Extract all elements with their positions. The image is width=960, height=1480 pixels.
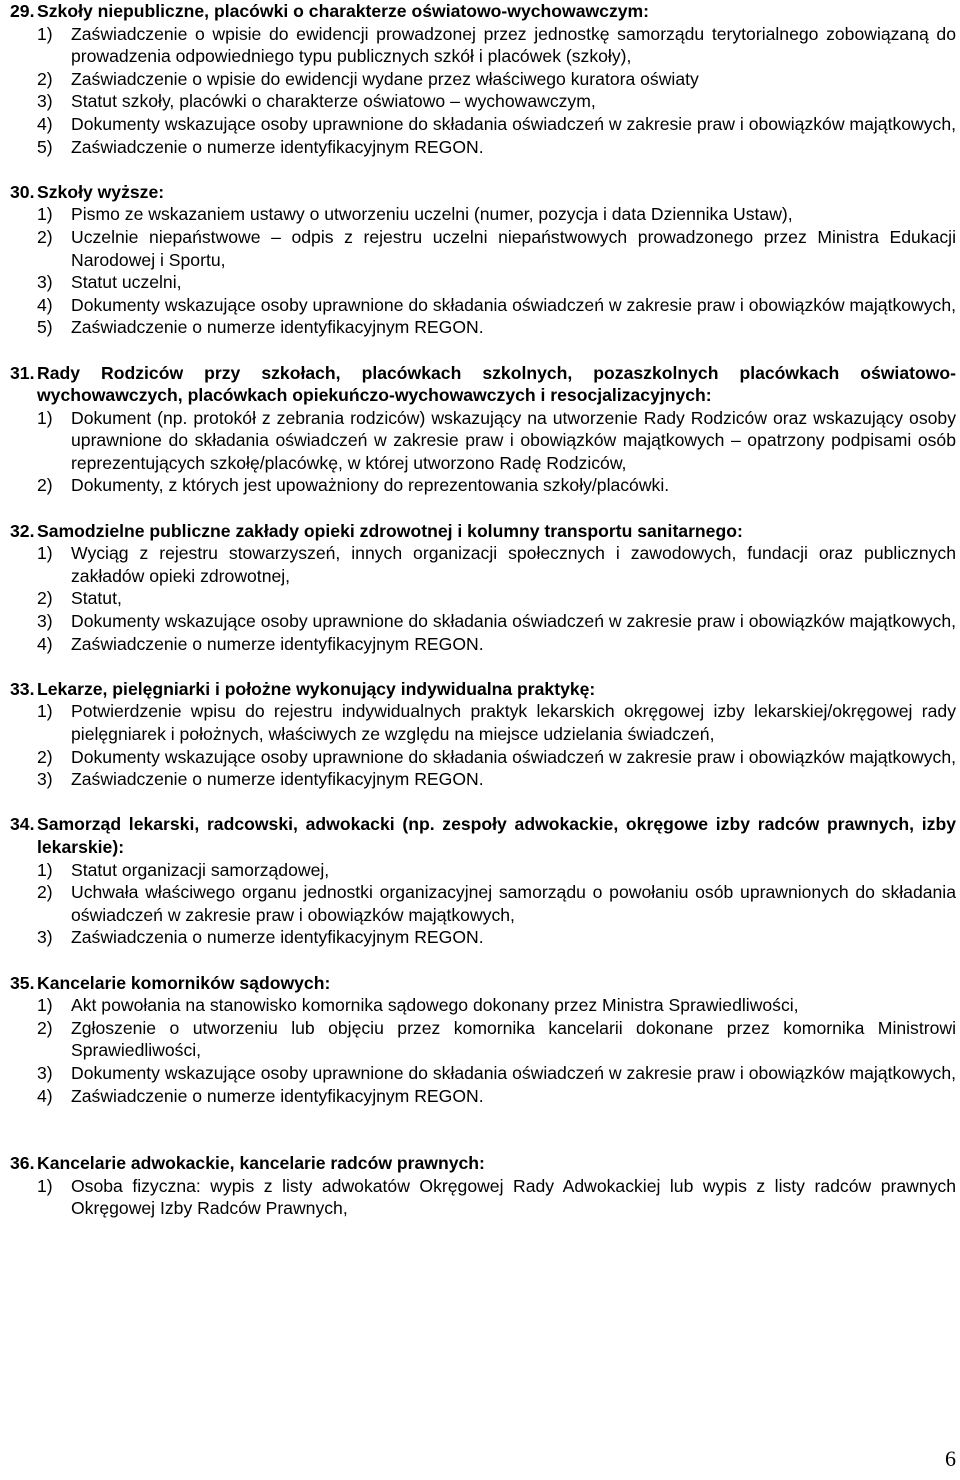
- item-text: Dokument (np. protokół z zebrania rodziców) wskazujący na utworzenie Rady Rodziców oraz wskazujący osoby uprawnione do składania oświadczeń w zakresie praw i obowiązków majątkowych – opatrzony podpisami osób reprezentujących szkołę/placówkę, w której utworzono Radę Rodziców,: [71, 407, 956, 473]
- list-item: [37, 226, 956, 271]
- section-number: 29.: [10, 1, 35, 21]
- list-item: [37, 994, 956, 1017]
- list-item: [37, 633, 956, 656]
- item-number: 3): [37, 769, 53, 790]
- item-text: Zgłoszenie o utworzeniu lub objęciu przez komornika kancelarii dokonane przez komornika Ministrowi Sprawiedliwości,: [71, 1017, 956, 1061]
- list-item: [37, 68, 956, 91]
- item-number: 3): [37, 927, 53, 948]
- section-heading: [10, 181, 956, 204]
- section-heading: [10, 362, 956, 407]
- document-page: [10, 0, 956, 1220]
- list-item: [37, 113, 956, 136]
- item-number: 1): [37, 407, 53, 428]
- section-32: [10, 520, 956, 656]
- list-item: [37, 90, 956, 113]
- list-item: [37, 294, 956, 317]
- section-30: [10, 181, 956, 339]
- section-title: Samorząd lekarski, radcowski, adwokacki (np. zespoły adwokackie, okręgowe izby radców prawnych, izby lekarskie):: [37, 814, 956, 857]
- item-text: Zaświadczenie o wpisie do ewidencji wydane przez właściwego kuratora oświaty: [71, 68, 699, 89]
- item-number: 2): [37, 68, 53, 89]
- item-text: Zaświadczenie o numerze identyfikacyjnym REGON.: [71, 1085, 484, 1106]
- item-text: Statut szkoły, placówki o charakterze oświatowo – wychowawczym,: [71, 91, 596, 112]
- section-heading: [10, 678, 956, 701]
- section-spacer: [10, 949, 956, 972]
- item-text: Statut,: [71, 588, 122, 609]
- list-item: [37, 881, 956, 926]
- item-text: Pismo ze wskazaniem ustawy o utworzeniu uczelni (numer, pozycja i data Dziennika Ustaw),: [71, 204, 793, 225]
- item-text: Wyciąg z rejestru stowarzyszeń, innych organizacji społecznych i zawodowych, fundacji oraz publicznych zakładów opieki zdrowotnej,: [71, 543, 956, 586]
- section-heading: [10, 0, 956, 23]
- section-spacer: [10, 1107, 956, 1152]
- list-item: [37, 859, 956, 882]
- list-item: [37, 474, 956, 497]
- section-title: Samodzielne publiczne zakłady opieki zdrowotnej i kolumny transportu sanitarnego:: [37, 520, 743, 541]
- item-number: 3): [37, 272, 53, 293]
- item-number: 2): [37, 746, 53, 767]
- section-title: Lekarze, pielęgniarki i położne wykonujący indywidualna praktykę:: [37, 678, 596, 699]
- item-number: 1): [37, 995, 53, 1016]
- section-31: [10, 362, 956, 498]
- item-text: Statut organizacji samorządowej,: [71, 859, 330, 880]
- section-29: [10, 0, 956, 158]
- section-number: 36.: [10, 1153, 35, 1174]
- section-36: [10, 1152, 956, 1220]
- item-number: 5): [37, 136, 53, 157]
- list-item: [37, 407, 956, 475]
- section-spacer: [10, 655, 956, 678]
- list-item: [37, 1175, 956, 1220]
- section-heading: [10, 520, 956, 543]
- item-text: Dokumenty wskazujące osoby uprawnione do składania oświadczeń w zakresie praw i obowiązków majątkowych,: [71, 113, 957, 134]
- item-text: Uczelnie niepaństwowe – odpis z rejestru uczelni niepaństwowych prowadzonego przez Ministra Edukacji Narodowej i Sportu,: [71, 226, 956, 270]
- section-title: Kancelarie adwokackie, kancelarie radców prawnych:: [37, 1153, 485, 1174]
- section-spacer: [10, 791, 956, 814]
- section-heading: [10, 813, 956, 858]
- section-title: Rady Rodziców przy szkołach, placówkach szkolnych, pozaszkolnych placówkach oświatowo-wychowawczych, placówkach opiekuńczo-wychowawczych i resocjalizacyjnych:: [37, 362, 956, 406]
- section-35: [10, 972, 956, 1108]
- list-item: [37, 23, 956, 68]
- list-item: [37, 610, 956, 633]
- item-number: 4): [37, 294, 53, 315]
- item-text: Uchwała właściwego organu jednostki organizacyjnej samorządu o powołaniu osób uprawnionych do składania oświadczeń w zakresie praw i obowiązków majątkowych,: [71, 882, 956, 925]
- item-number: 1): [37, 543, 53, 564]
- list-item: [37, 136, 956, 159]
- item-text: Statut uczelni,: [71, 272, 182, 293]
- item-number: 4): [37, 633, 53, 654]
- section-number: 31.: [10, 362, 35, 383]
- item-number: 1): [37, 701, 53, 722]
- item-number: 2): [37, 1017, 53, 1038]
- section-number: 34.: [10, 814, 35, 835]
- item-number: 3): [37, 611, 53, 632]
- item-number: 4): [37, 113, 53, 134]
- item-text: Zaświadczenia o numerze identyfikacyjnym REGON.: [71, 927, 484, 948]
- section-heading: [10, 972, 956, 995]
- item-text: Zaświadczenie o numerze identyfikacyjnym REGON.: [71, 317, 484, 338]
- item-text: Dokumenty, z których jest upoważniony do reprezentowania szkoły/placówki.: [71, 475, 670, 496]
- item-number: 5): [37, 317, 53, 338]
- item-text: Zaświadczenie o numerze identyfikacyjnym REGON.: [71, 769, 484, 790]
- item-text: Zaświadczenie o numerze identyfikacyjnym REGON.: [71, 633, 484, 654]
- section-number: 30.: [10, 181, 35, 202]
- item-text: Akt powołania na stanowisko komornika sądowego dokonany przez Ministra Sprawiedliwości,: [71, 995, 799, 1016]
- item-number: 1): [37, 1175, 53, 1196]
- item-text: Osoba fizyczna: wypis z listy adwokatów Okręgowej Rady Adwokackiej lub wypis z listy radców prawnych Okręgowej Izby Radców Prawnych,: [71, 1175, 956, 1219]
- section-33: [10, 678, 956, 791]
- item-text: Zaświadczenie o numerze identyfikacyjnym REGON.: [71, 136, 484, 157]
- item-text: Dokumenty wskazujące osoby uprawnione do składania oświadczeń w zakresie praw i obowiązków majątkowych,: [71, 746, 957, 767]
- item-text: Dokumenty wskazujące osoby uprawnione do składania oświadczeń w zakresie praw i obowiązków majątkowych,: [71, 1062, 957, 1083]
- list-item: [37, 203, 956, 226]
- section-number: 33.: [10, 678, 35, 699]
- item-number: 4): [37, 1085, 53, 1106]
- section-number: 35.: [10, 972, 35, 993]
- item-text: Dokumenty wskazujące osoby uprawnione do składania oświadczeń w zakresie praw i obowiązków majątkowych,: [71, 294, 957, 315]
- list-item: [37, 1017, 956, 1062]
- section-number: 32.: [10, 520, 35, 541]
- section-spacer: [10, 497, 956, 520]
- item-text: Dokumenty wskazujące osoby uprawnione do składania oświadczeń w zakresie praw i obowiązków majątkowych,: [71, 611, 957, 632]
- item-number: 1): [37, 204, 53, 225]
- section-spacer: [10, 339, 956, 362]
- item-text: Potwierdzenie wpisu do rejestru indywidualnych praktyk lekarskich okręgowej izby lekarskiej/okręgowej rady pielęgniarek i położnych, właściwych ze względu na miejsce udzielania świadczeń,: [71, 701, 956, 744]
- section-title: Szkoły wyższe:: [37, 181, 165, 202]
- list-item: [37, 542, 956, 587]
- list-item: [37, 316, 956, 339]
- list-item: [37, 746, 956, 769]
- item-number: 2): [37, 226, 53, 247]
- list-item: [37, 1062, 956, 1085]
- section-heading: [10, 1152, 956, 1175]
- list-item: [37, 271, 956, 294]
- section-34: [10, 813, 956, 949]
- section-spacer: [10, 158, 956, 181]
- section-title: Szkoły niepubliczne, placówki o charakterze oświatowo-wychowawczym:: [37, 1, 650, 21]
- list-item: [37, 768, 956, 791]
- list-item: [37, 926, 956, 949]
- list-item: [37, 700, 956, 745]
- list-item: [37, 1085, 956, 1108]
- item-number: 2): [37, 882, 53, 903]
- item-number: 2): [37, 475, 53, 496]
- item-number: 3): [37, 1062, 53, 1083]
- item-number: 3): [37, 91, 53, 112]
- item-text: Zaświadczenie o wpisie do ewidencji prowadzonej przez jednostkę samorządu terytorialnego zobowiązaną do prowadzenia odpowiedniego typu publicznych szkół i placówek (szkoły),: [71, 23, 956, 67]
- page-number: 6: [945, 1446, 956, 1471]
- item-number: 1): [37, 859, 53, 880]
- section-title: Kancelarie komorników sądowych:: [37, 972, 331, 993]
- item-number: 1): [37, 23, 53, 44]
- list-item: [37, 587, 956, 610]
- item-number: 2): [37, 588, 53, 609]
